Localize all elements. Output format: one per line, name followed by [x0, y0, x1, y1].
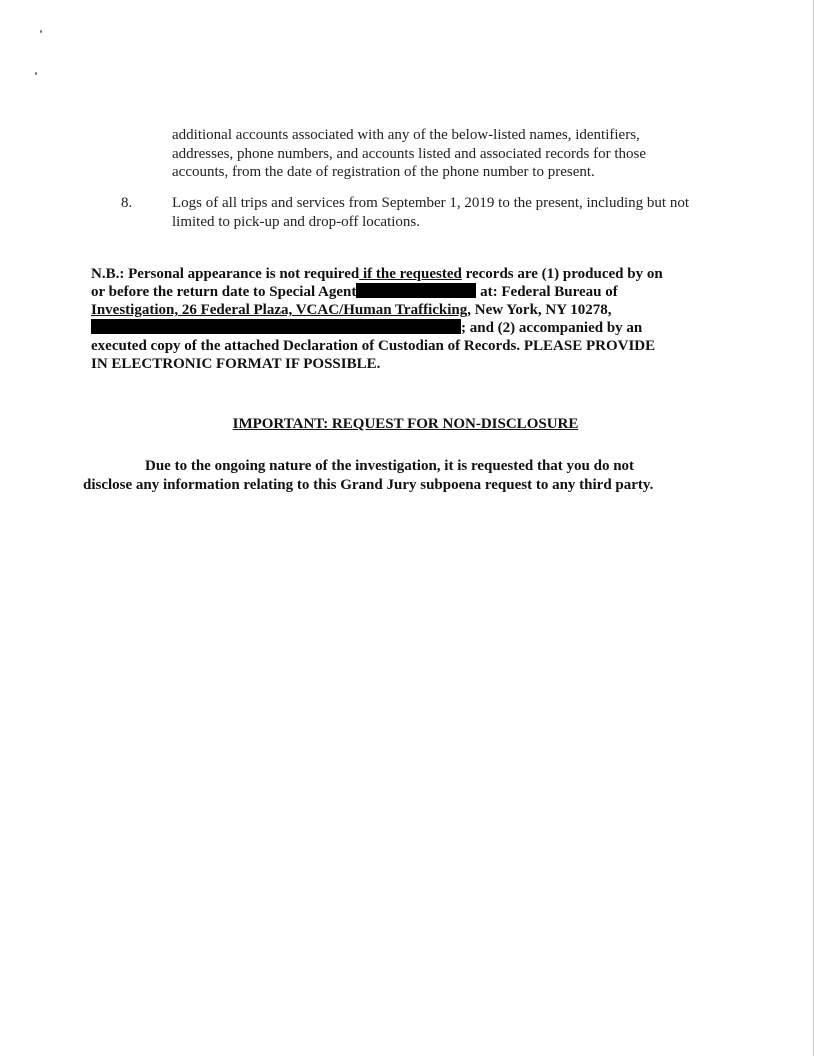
nb-underlined-text: if the requested — [359, 266, 462, 282]
continuation-paragraph — [172, 126, 732, 182]
nb-paragraph — [91, 265, 731, 373]
continuation-line: accounts, from the date of registration of the phone number to present. — [172, 164, 595, 180]
nb-text: records are (1) produced by on — [461, 266, 663, 282]
nb-underlined-text: Investigation, 26 Federal Plaza, VCAC/Human Trafficking — [91, 302, 468, 318]
non-disclosure-line: Due to the ongoing nature of the investigation, it is requested that you do not — [145, 458, 635, 474]
non-disclosure-line: disclose any information relating to this Grand Jury subpoena request to any third party. — [83, 477, 654, 493]
list-item-line: Logs of all trips and services from September 1, 2019 to the present, including but not — [172, 195, 689, 211]
list-item-text — [172, 194, 732, 231]
nb-text: or before the return date to Special Agent — [91, 284, 357, 300]
section-heading-text: IMPORTANT: REQUEST FOR NON-DISCLOSURE — [232, 416, 579, 432]
section-heading — [0, 416, 817, 433]
list-item-number: 8. — [121, 195, 133, 211]
nb-text: executed copy of the attached Declaration of Custodian of Records. PLEASE PROVIDE — [91, 338, 656, 354]
scan-speck — [35, 72, 37, 75]
continuation-line: additional accounts associated with any of the below-listed names, identifiers, — [172, 127, 640, 143]
scan-speck — [40, 30, 42, 33]
nb-text: at: Federal Bureau of — [476, 284, 618, 300]
nb-text: N.B.: Personal appearance is not required — [91, 266, 360, 282]
nb-text: IN ELECTRONIC FORMAT IF POSSIBLE. — [91, 356, 381, 372]
redaction-bar — [356, 283, 476, 298]
continuation-line: addresses, phone numbers, and accounts listed and associated records for those — [172, 145, 647, 162]
nb-text: ; and (2) accompanied by an — [461, 320, 643, 336]
scan-edge-line — [813, 0, 814, 1056]
list-item-line: limited to pick-up and drop-off locations. — [172, 213, 421, 230]
redaction-bar — [91, 319, 461, 334]
nb-text: , New York, NY 10278, — [467, 302, 612, 318]
non-disclosure-paragraph — [83, 457, 733, 495]
